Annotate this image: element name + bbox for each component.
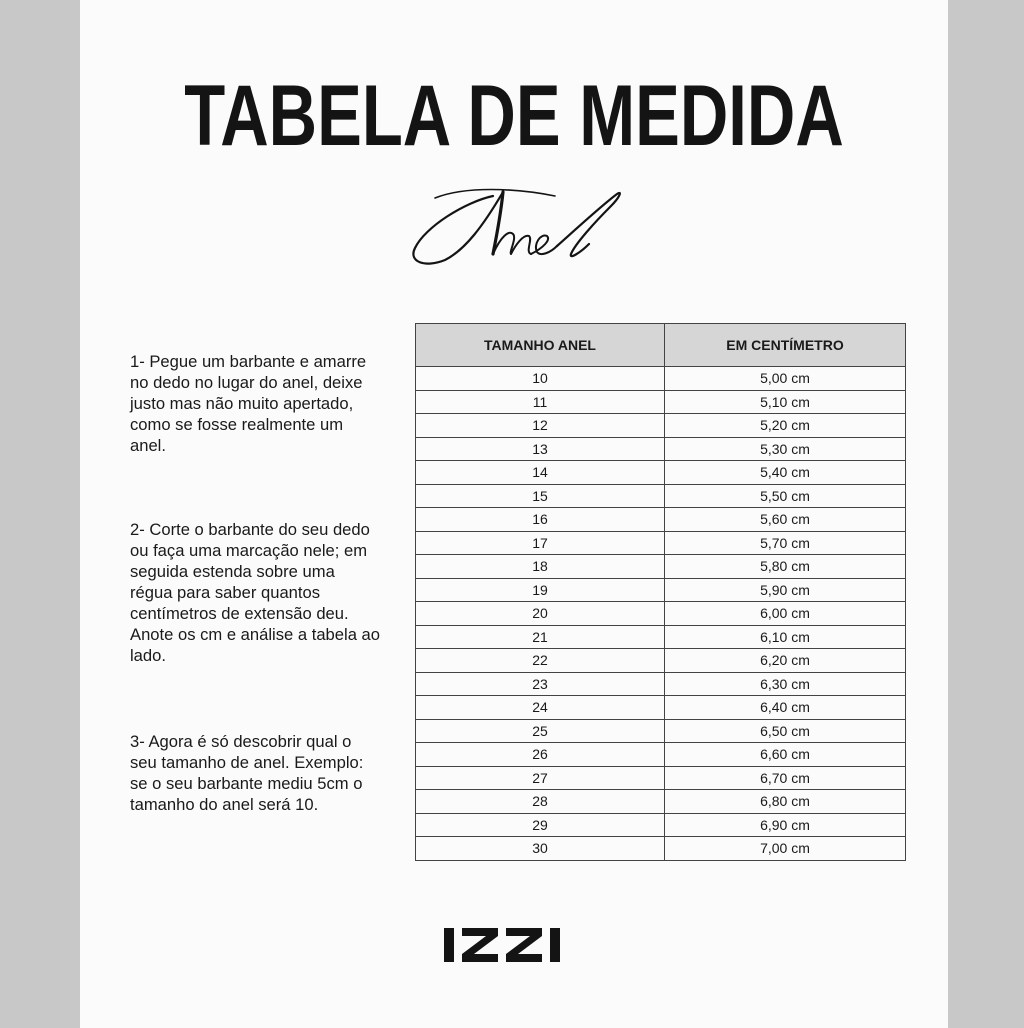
- centimeter-cell: 5,90 cm: [665, 578, 906, 602]
- izzi-logo: [444, 928, 576, 962]
- ring-size-cell: 30: [416, 837, 665, 861]
- ring-size-cell: 17: [416, 531, 665, 555]
- table-row: [416, 602, 906, 626]
- ring-size-cell: 16: [416, 508, 665, 532]
- ring-size-cell: 24: [416, 696, 665, 720]
- centimeter-cell: 6,70 cm: [665, 766, 906, 790]
- ring-size-cell: 21: [416, 625, 665, 649]
- ring-size-cell: 18: [416, 555, 665, 579]
- table-row: [416, 766, 906, 790]
- centimeter-cell: 6,60 cm: [665, 743, 906, 767]
- centimeter-cell: 6,80 cm: [665, 790, 906, 814]
- centimeter-cell: 6,50 cm: [665, 719, 906, 743]
- ring-size-cell: 23: [416, 672, 665, 696]
- ring-size-cell: 19: [416, 578, 665, 602]
- size-table: [415, 323, 906, 861]
- ring-size-cell: 28: [416, 790, 665, 814]
- table-row: [416, 461, 906, 485]
- ring-size-cell: 12: [416, 414, 665, 438]
- centimeter-cell: 5,10 cm: [665, 390, 906, 414]
- instruction-step-3: 3- Agora é só descobrir qual o seu tamanho de anel. Exemplo: se o seu barbante mediu 5cm o tamanho do anel será 10.: [130, 732, 364, 814]
- ring-size-cell: 25: [416, 719, 665, 743]
- table-row: [416, 790, 906, 814]
- ring-size-cell: 26: [416, 743, 665, 767]
- centimeter-cell: 5,50 cm: [665, 484, 906, 508]
- centimeter-cell: 5,60 cm: [665, 508, 906, 532]
- ring-size-cell: 13: [416, 437, 665, 461]
- instruction-step-1: 1- Pegue um barbante e amarre no dedo no lugar do anel, deixe justo mas não muito apertado, como se fosse realmente um anel.: [130, 352, 367, 455]
- centimeter-cell: 5,30 cm: [665, 437, 906, 461]
- centimeter-cell: 5,00 cm: [665, 367, 906, 391]
- table-row: [416, 414, 906, 438]
- centimeter-cell: 5,70 cm: [665, 531, 906, 555]
- table-row: [416, 696, 906, 720]
- centimeter-cell: 7,00 cm: [665, 837, 906, 861]
- table-row: [416, 484, 906, 508]
- ring-size-cell: 15: [416, 484, 665, 508]
- table-header-row: [416, 324, 906, 367]
- ring-size-cell: 11: [416, 390, 665, 414]
- centimeter-cell: 6,20 cm: [665, 649, 906, 673]
- ring-size-cell: 14: [416, 461, 665, 485]
- ring-size-cell: 22: [416, 649, 665, 673]
- table-row: [416, 743, 906, 767]
- table-row: [416, 672, 906, 696]
- size-chart-page: [80, 0, 948, 1028]
- centimeter-cell: 6,90 cm: [665, 813, 906, 837]
- table-row: [416, 837, 906, 861]
- centimeter-cell: 5,80 cm: [665, 555, 906, 579]
- table-row: [416, 367, 906, 391]
- ring-size-cell: 29: [416, 813, 665, 837]
- ring-size-cell: 20: [416, 602, 665, 626]
- table-row: [416, 390, 906, 414]
- centimeter-cell: 6,00 cm: [665, 602, 906, 626]
- ring-size-cell: 27: [416, 766, 665, 790]
- table-row: [416, 625, 906, 649]
- centimeter-cell: 5,40 cm: [665, 461, 906, 485]
- table-row: [416, 531, 906, 555]
- centimeter-cell: 6,40 cm: [665, 696, 906, 720]
- subtitle-script-anel: [405, 182, 635, 272]
- centimeter-cell: 6,30 cm: [665, 672, 906, 696]
- ring-size-cell: 10: [416, 367, 665, 391]
- table-row: [416, 508, 906, 532]
- header-ring-size: TAMANHO ANEL: [416, 324, 665, 367]
- centimeter-cell: 6,10 cm: [665, 625, 906, 649]
- instruction-step-2: 2- Corte o barbante do seu dedo ou faça uma marcação nele; em seguida estenda sobre uma régua para saber quantos centímetros de extensão deu. Anote os cm e análise a tabela ao lado.: [130, 520, 380, 665]
- table-row: [416, 437, 906, 461]
- centimeter-cell: 5,20 cm: [665, 414, 906, 438]
- table-row: [416, 555, 906, 579]
- page-title: TABELA DE MEDIDA: [184, 68, 844, 164]
- table-row: [416, 719, 906, 743]
- table-row: [416, 578, 906, 602]
- table-row: [416, 813, 906, 837]
- table-row: [416, 649, 906, 673]
- header-centimeters: EM CENTÍMETRO: [665, 324, 906, 367]
